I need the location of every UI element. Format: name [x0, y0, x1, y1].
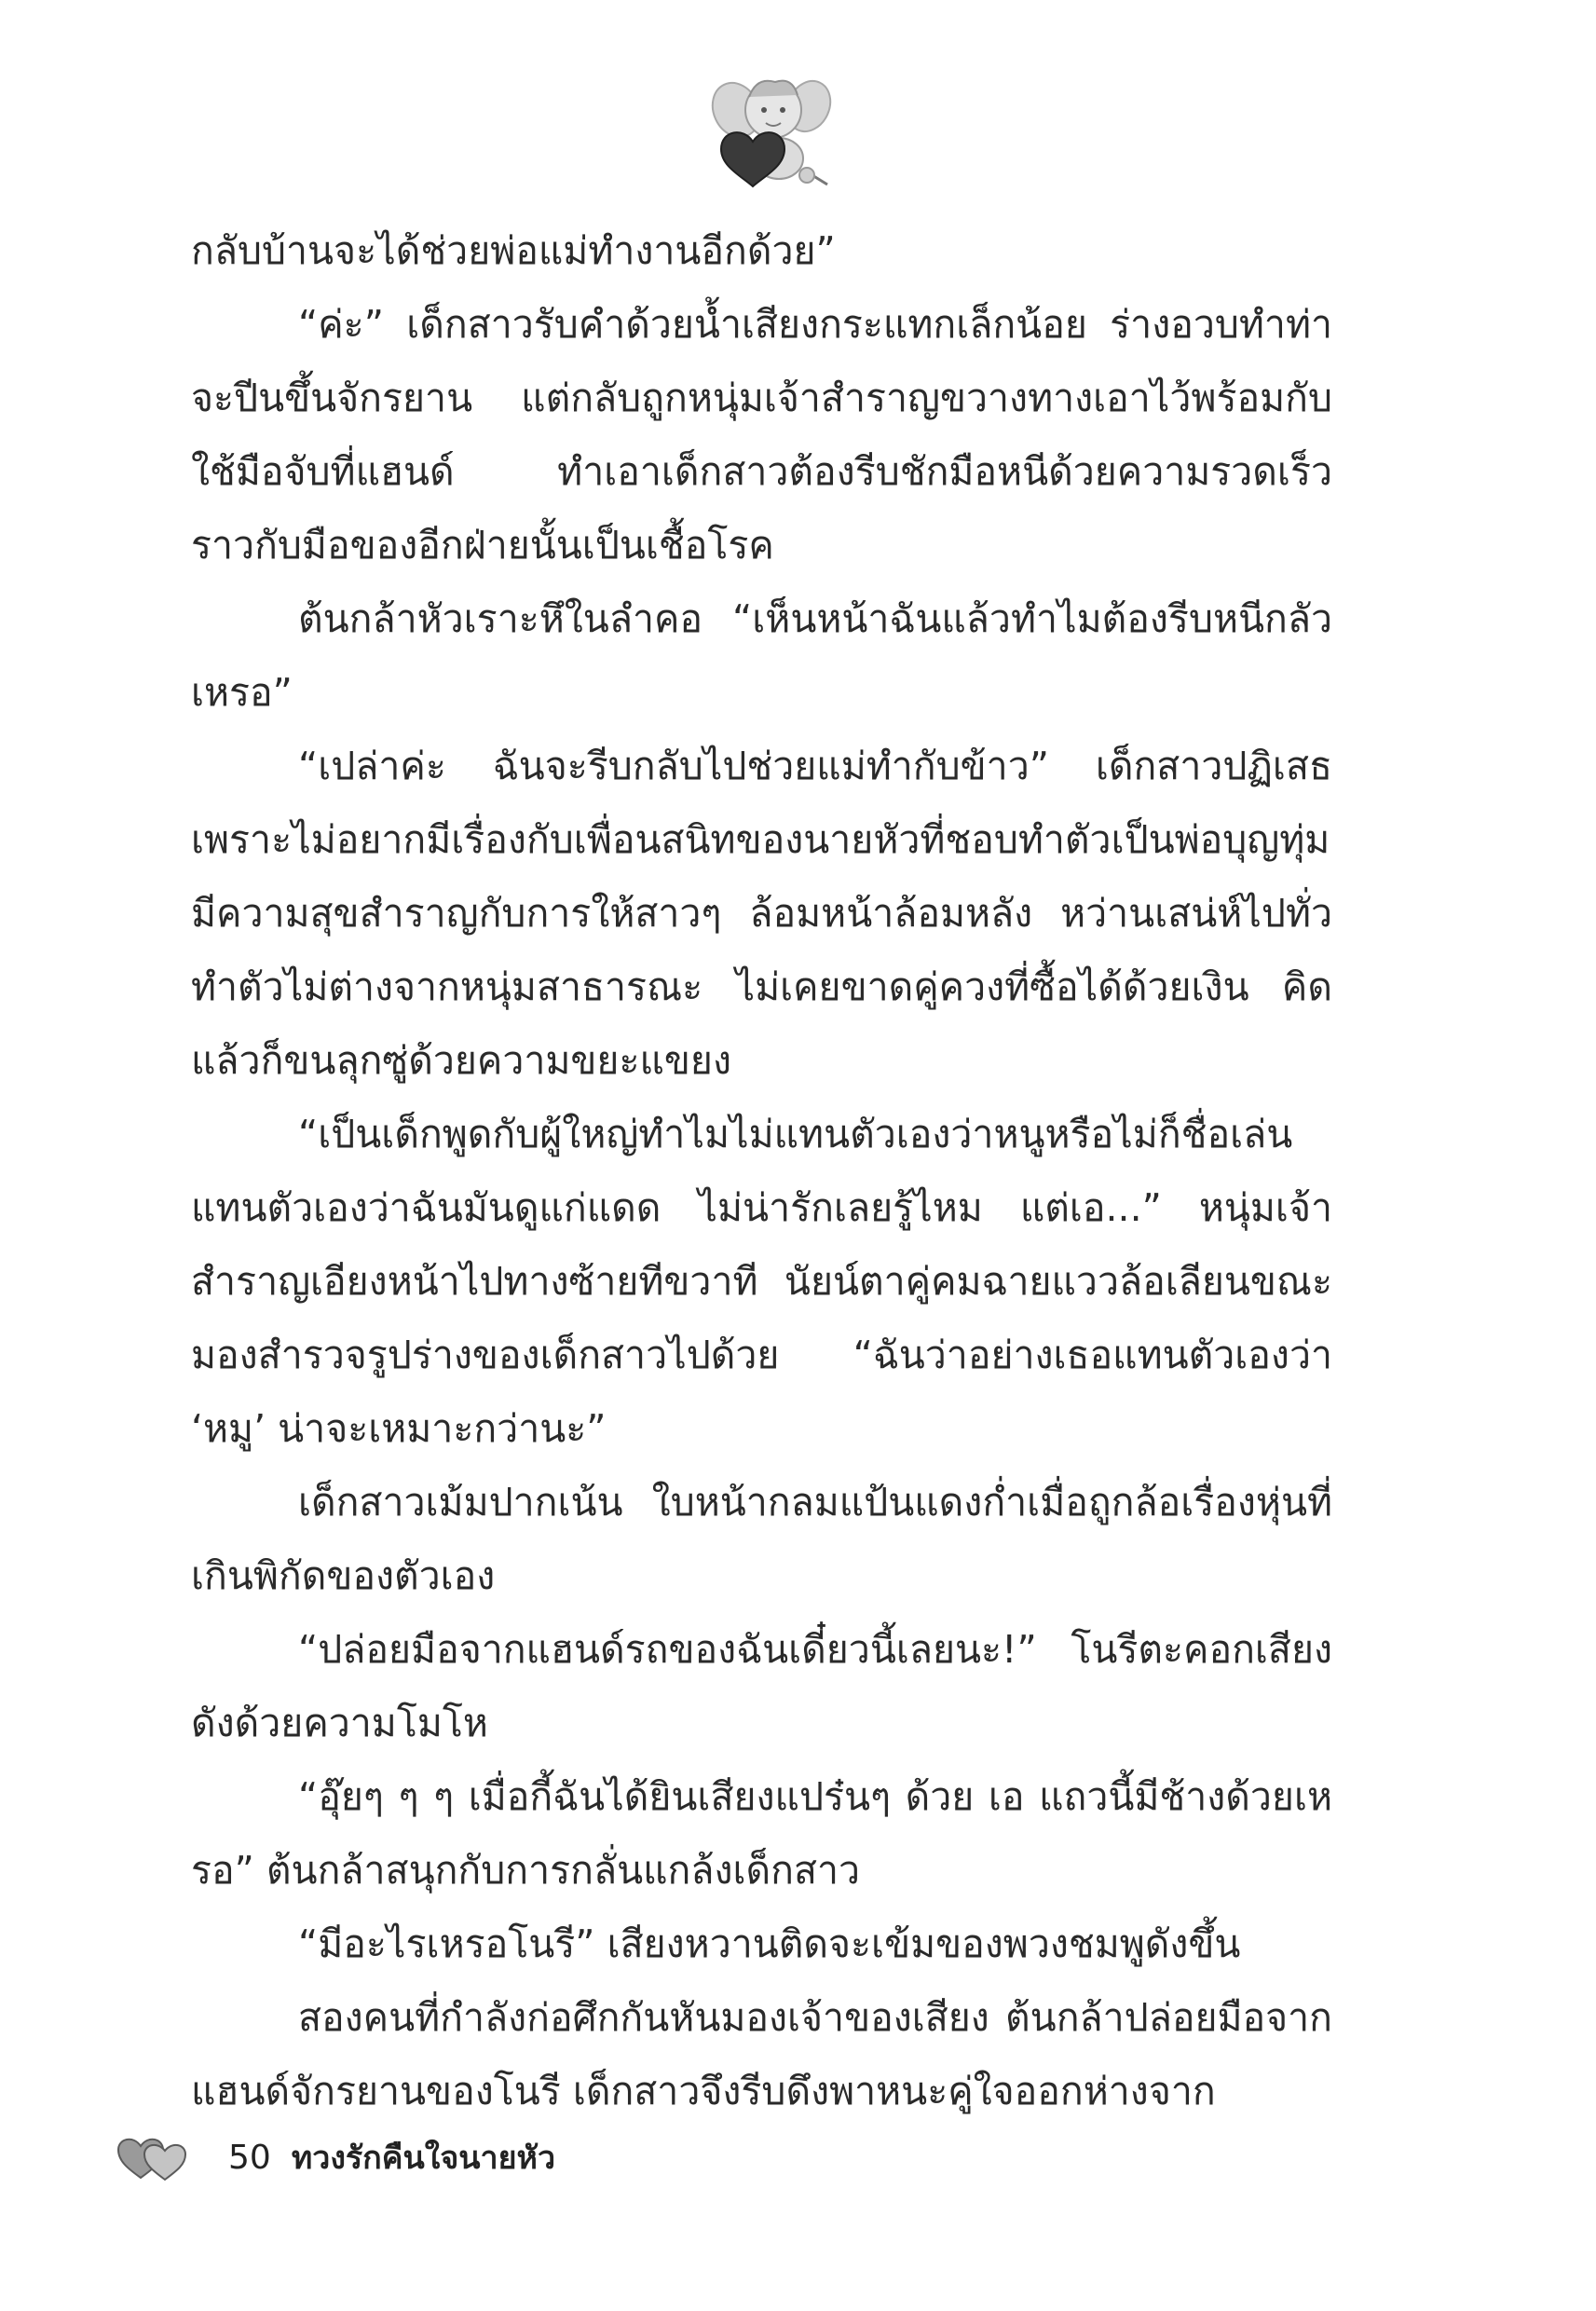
- paragraph: “ค่ะ” เด็กสาวรับคำด้วยน้ำเสียงกระแทกเล็กน้อย ร่างอวบทำท่าจะปีนขึ้นจักรยาน แต่กลับถูกหนุ่มเจ้าสำราญขวางทางเอาไว้พร้อมกับใช้มือจับที่แฮนด์ ทำเอาเด็กสาวต้องรีบชักมือหนีด้วยความรวดเร็วราวกับมือของอีกฝ่ายนั้นเป็นเชื้อโรค: [191, 302, 1332, 567]
- page-footer: [116, 2129, 555, 2185]
- paragraph: สองคนที่กำลังก่อศึกกันหันมองเจ้าของเสียง ต้นกล้าปล่อยมือจากแฮนด์จักรยานของโนรี เด็กสาวจึงรีบดึงพาหนะคู่ใจออกห่างจาก: [191, 1995, 1332, 2113]
- paragraph: ต้นกล้าหัวเราะหึในลำคอ “เห็นหน้าฉันแล้วทำไมต้องรีบหนีกลัวเหรอ”: [191, 596, 1332, 715]
- paragraph: “ปล่อยมือจากแฮนด์รถของฉันเดี๋ยวนี้เลยนะ!” โนรีตะคอกเสียงดังด้วยความโมโห: [191, 1627, 1332, 1745]
- cupid-with-heart-icon: [701, 65, 840, 196]
- page-number: 50: [228, 2138, 271, 2177]
- paragraph: “เปล่าค่ะ ฉันจะรีบกลับไปช่วยแม่ทำกับข้าว” เด็กสาวปฏิเสธเพราะไม่อยากมีเรื่องกับเพื่อนสนิทของนายหัวที่ชอบทำตัวเป็นพ่อบุญทุ่มมีความสุขสำราญกับการให้สาวๆ ล้อมหน้าล้อมหลัง หว่านเสน่ห์ไปทั่วทำตัวไม่ต่างจากหนุ่มสาธารณะ ไม่เคยขาดคู่ควงที่ซื้อได้ด้วยเงิน คิดแล้วก็ขนลุกซู่ด้วยความขยะแขยง: [191, 744, 1332, 1083]
- double-heart-icon: [116, 2131, 191, 2183]
- paragraph: เด็กสาวเม้มปากเน้น ใบหน้ากลมแป้นแดงก่ำเมื่อถูกล้อเรื่องหุ่นที่เกินพิกัดของตัวเอง: [191, 1480, 1332, 1598]
- paragraph: “อุ๊ยๆ ๆ ๆ เมื่อกี้ฉันได้ยินเสียงแปร๋นๆ ด้วย เอ แถวนี้มีช้างด้วยเหรอ” ต้นกล้าสนุกกับการกลั่นแกล้งเด็กสาว: [191, 1774, 1332, 1893]
- paragraph: กลับบ้านจะได้ช่วยพ่อแม่ทำงานอีกด้วย”: [191, 228, 836, 273]
- paragraph: “มีอะไรเหรอโนรี” เสียงหวานติดจะเข้มของพวงชมพูดังขึ้น: [298, 1921, 1241, 1966]
- book-title: ทวงรักคืนใจนายหัว: [291, 2140, 556, 2177]
- body-text: [191, 214, 1332, 2128]
- paragraph: “เป็นเด็กพูดกับผู้ใหญ่ทำไมไม่แทนตัวเองว่าหนูหรือไม่ก็ชื่อเล่นแทนตัวเองว่าฉันมันดูแก่แดด ไม่น่ารักเลยรู้ไหม แต่เอ...” หนุ่มเจ้าสำราญเอียงหน้าไปทางซ้ายทีขวาที นัยน์ตาคู่คมฉายแววล้อเลียนขณะมองสำรวจรูปร่างของเด็กสาวไปด้วย “ฉันว่าอย่างเธอแทนตัวเองว่า ‘หมู’ น่าจะเหมาะกว่านะ”: [191, 1112, 1332, 1451]
